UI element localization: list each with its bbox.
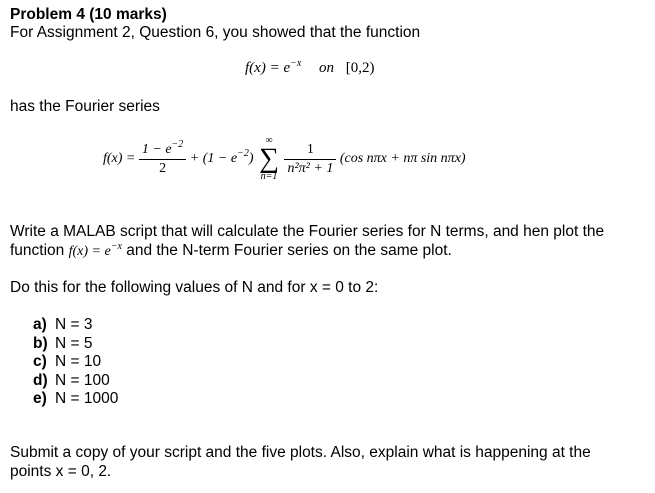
- list-item-text: N = 5: [55, 334, 93, 352]
- eq1-lhs: f(x) = e: [245, 60, 291, 76]
- task-line-2-math: f(x) = e: [68, 244, 111, 259]
- eq1-exponent: −x: [290, 58, 302, 69]
- task-line-1: Write a MALAB script that will calculate the Fourier series for N terms, and hen plot the: [10, 223, 605, 240]
- list-item-letter: a): [33, 316, 47, 333]
- list-item-text: N = 100: [55, 371, 110, 389]
- series-intro-text: has the Fourier series: [10, 98, 160, 115]
- list-item: [33, 316, 118, 335]
- eq2-lhs: f(x) =: [103, 151, 136, 166]
- eq2-coefficient: + (1 − e: [189, 151, 238, 166]
- sum-upper-limit: ∞: [265, 135, 273, 146]
- eq2-frac2-numerator: 1: [284, 142, 336, 160]
- summation-symbol: [259, 136, 279, 182]
- list-item-letter: c): [33, 353, 47, 370]
- values-intro-text: Do this for the following values of N and for x = 0 to 2:: [10, 279, 379, 296]
- list-item: [33, 390, 118, 409]
- list-item-text: N = 3: [55, 316, 93, 333]
- eq2-trig-term: (cos nπx + nπ sin nπx): [339, 151, 466, 166]
- list-item: [33, 353, 118, 372]
- intro-text: For Assignment 2, Question 6, you showed that the function: [10, 24, 421, 41]
- submit-line-1: Submit a copy of your script and the five plots. Also, explain what is happening at the: [10, 444, 591, 461]
- fourier-series-equation: [103, 136, 466, 182]
- sum-sigma: ∑: [259, 143, 279, 174]
- task-line-2-exponent: −x: [110, 241, 122, 252]
- problem-title: Problem 4 (10 marks): [10, 6, 167, 23]
- list-item-text: N = 10: [55, 353, 102, 370]
- eq2-frac1-denominator: 2: [159, 160, 167, 176]
- task-line-2-post: and the N-term Fourier series on the same plot.: [126, 242, 452, 259]
- list-item: [33, 372, 118, 391]
- eq2-first-fraction: [139, 138, 186, 177]
- eq2-coefficient-close: ): [248, 151, 254, 166]
- list-item-letter: d): [33, 371, 48, 389]
- n-values-list: [33, 316, 118, 409]
- eq2-frac2-denominator: n²π² + 1: [287, 160, 334, 176]
- eq2-second-fraction: [284, 142, 336, 177]
- eq1-interval: [0,2): [345, 60, 375, 76]
- sum-lower-limit: n=1: [260, 171, 278, 182]
- list-item-text: N = 1000: [55, 390, 119, 407]
- eq2-coefficient-exponent: −2: [237, 148, 249, 159]
- eq2-frac1-exponent: −2: [171, 138, 184, 150]
- function-equation: [245, 60, 375, 77]
- eq1-on: on: [319, 60, 335, 76]
- list-item-letter: b): [33, 334, 48, 352]
- submit-line-2: points x = 0, 2.: [10, 463, 112, 480]
- list-item-letter: e): [33, 390, 47, 407]
- list-item: [33, 335, 118, 354]
- task-line-2: [10, 242, 452, 260]
- eq2-frac1-numerator: 1 − e: [141, 141, 172, 157]
- task-line-2-pre: function: [10, 242, 65, 259]
